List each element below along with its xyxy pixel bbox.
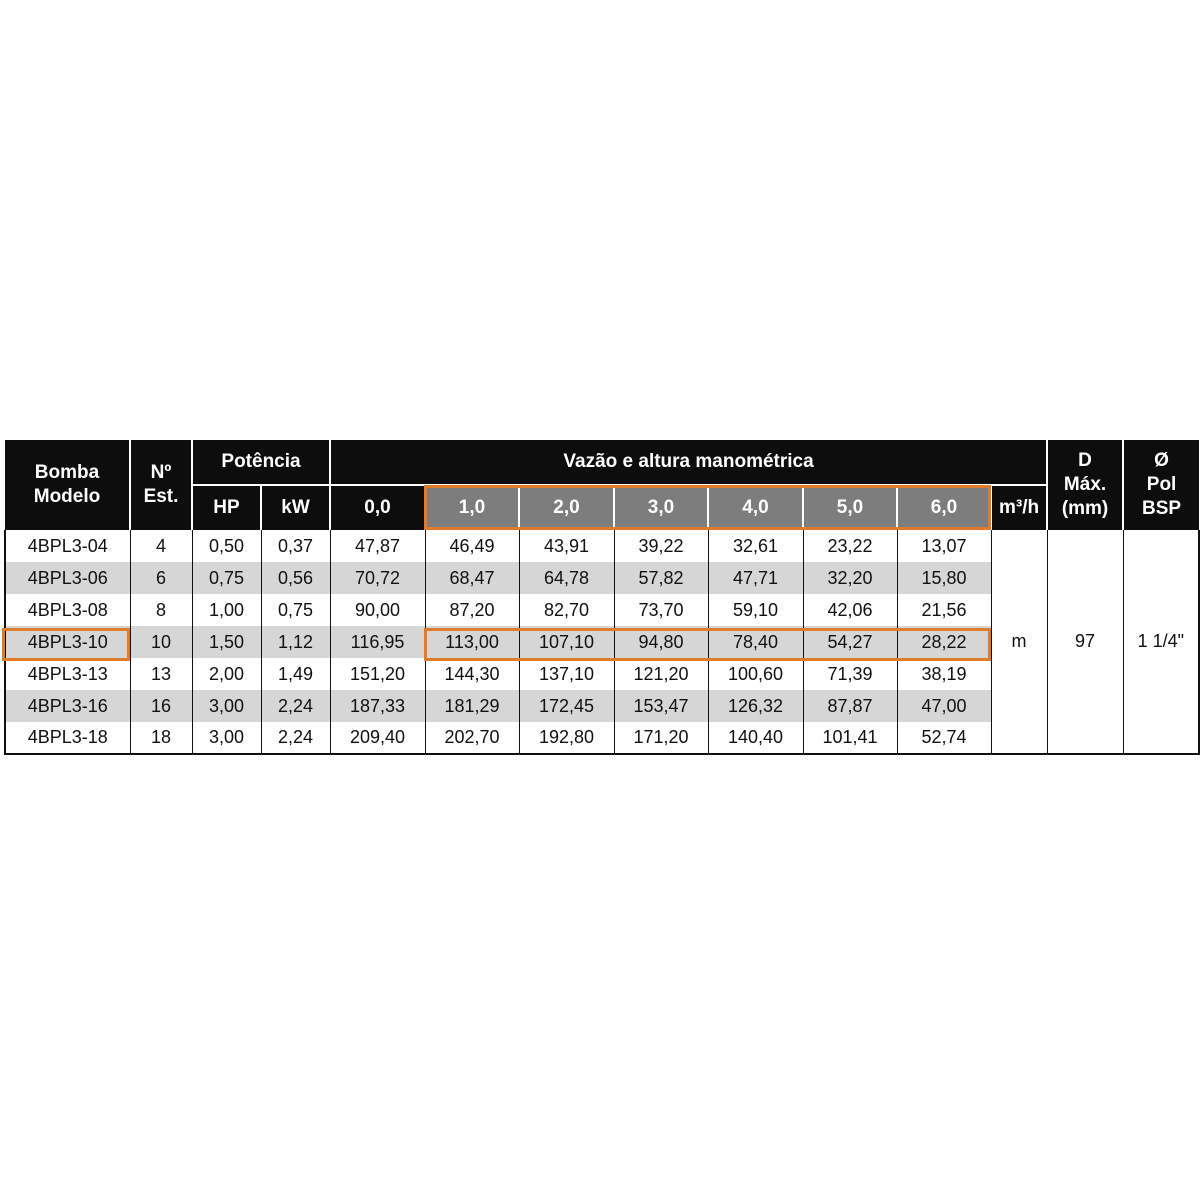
hp-cell: 0,50: [192, 530, 261, 562]
head-cell-4: 100,60: [708, 658, 803, 690]
kw-cell: 2,24: [261, 690, 330, 722]
header-d-max-label: D Máx. (mm): [1061, 450, 1109, 519]
table-body: [5, 530, 1199, 754]
head-cell-6: 21,56: [897, 594, 991, 626]
head-cell-1: 87,20: [425, 594, 519, 626]
header-bomba-label: Bomba Modelo: [33, 462, 101, 507]
header-flow-2: 2,0: [519, 485, 614, 530]
header-flow-0: 0,0: [330, 485, 425, 530]
head-cell-4: 140,40: [708, 722, 803, 754]
stages-cell: 18: [130, 722, 192, 754]
head-cell-2: 192,80: [519, 722, 614, 754]
head-cell-6: 13,07: [897, 530, 991, 562]
kw-cell: 0,37: [261, 530, 330, 562]
head-cell-6: 52,74: [897, 722, 991, 754]
header-flow-6: 6,0: [897, 485, 991, 530]
model-cell: 4BPL3-10: [5, 626, 130, 658]
head-cell-3: 39,22: [614, 530, 708, 562]
stages-cell: 10: [130, 626, 192, 658]
hp-cell: 3,00: [192, 690, 261, 722]
table-row: [5, 530, 1199, 562]
pump-performance-table: [4, 440, 1200, 755]
head-cell-3: 94,80: [614, 626, 708, 658]
head-cell-3: 57,82: [614, 562, 708, 594]
model-cell: 4BPL3-06: [5, 562, 130, 594]
header-kw: kW: [261, 485, 330, 530]
kw-cell: 2,24: [261, 722, 330, 754]
head-cell-5: 23,22: [803, 530, 897, 562]
model-cell: 4BPL3-16: [5, 690, 130, 722]
head-cell-6: 47,00: [897, 690, 991, 722]
header-potencia: Potência: [192, 440, 330, 485]
head-cell-3: 171,20: [614, 722, 708, 754]
header-flow-4: 4,0: [708, 485, 803, 530]
head-cell-5: 32,20: [803, 562, 897, 594]
header-flow-3: 3,0: [614, 485, 708, 530]
header-flow-1: 1,0: [425, 485, 519, 530]
head-cell-4: 78,40: [708, 626, 803, 658]
stages-cell: 16: [130, 690, 192, 722]
head-cell-4: 32,61: [708, 530, 803, 562]
hp-cell: 2,00: [192, 658, 261, 690]
head-cell-6: 38,19: [897, 658, 991, 690]
head-cell-1: 144,30: [425, 658, 519, 690]
head-cell-2: 64,78: [519, 562, 614, 594]
head-cell-6: 28,22: [897, 626, 991, 658]
header-d-max: [1047, 440, 1123, 530]
head-cell-5: 101,41: [803, 722, 897, 754]
head-cell-0: 187,33: [330, 690, 425, 722]
model-cell: 4BPL3-04: [5, 530, 130, 562]
stages-cell: 6: [130, 562, 192, 594]
head-cell-0: 209,40: [330, 722, 425, 754]
head-cell-0: 116,95: [330, 626, 425, 658]
header-pol-bsp-label: Ø Pol BSP: [1142, 450, 1182, 519]
head-cell-5: 42,06: [803, 594, 897, 626]
kw-cell: 1,49: [261, 658, 330, 690]
head-cell-3: 153,47: [614, 690, 708, 722]
kw-cell: 0,56: [261, 562, 330, 594]
header-flow-5: 5,0: [803, 485, 897, 530]
stages-cell: 8: [130, 594, 192, 626]
head-cell-2: 82,70: [519, 594, 614, 626]
head-cell-0: 70,72: [330, 562, 425, 594]
head-cell-1: 202,70: [425, 722, 519, 754]
head-cell-4: 126,32: [708, 690, 803, 722]
header-bomba-modelo: [5, 440, 130, 530]
stages-cell: 13: [130, 658, 192, 690]
head-cell-6: 15,80: [897, 562, 991, 594]
head-cell-2: 107,10: [519, 626, 614, 658]
pol-bsp-cell: 1 1/4": [1123, 530, 1199, 754]
head-cell-1: 68,47: [425, 562, 519, 594]
head-cell-0: 90,00: [330, 594, 425, 626]
head-cell-1: 181,29: [425, 690, 519, 722]
head-cell-2: 137,10: [519, 658, 614, 690]
head-cell-0: 151,20: [330, 658, 425, 690]
head-cell-2: 172,45: [519, 690, 614, 722]
header-n-est-label: Nº Est.: [143, 462, 179, 507]
hp-cell: 1,00: [192, 594, 261, 626]
kw-cell: 0,75: [261, 594, 330, 626]
head-cell-5: 87,87: [803, 690, 897, 722]
stages-cell: 4: [130, 530, 192, 562]
head-cell-2: 43,91: [519, 530, 614, 562]
head-cell-3: 121,20: [614, 658, 708, 690]
head-cell-4: 47,71: [708, 562, 803, 594]
hp-cell: 0,75: [192, 562, 261, 594]
head-cell-0: 47,87: [330, 530, 425, 562]
kw-cell: 1,12: [261, 626, 330, 658]
head-cell-4: 59,10: [708, 594, 803, 626]
model-cell: 4BPL3-13: [5, 658, 130, 690]
head-cell-5: 71,39: [803, 658, 897, 690]
header-n-est: [130, 440, 192, 530]
header-flow-unit: m³/h: [991, 485, 1047, 530]
head-cell-1: 46,49: [425, 530, 519, 562]
head-unit-cell: m: [991, 530, 1047, 754]
header-pol-bsp: [1123, 440, 1199, 530]
head-cell-3: 73,70: [614, 594, 708, 626]
header-hp: HP: [192, 485, 261, 530]
header-vazao: Vazão e altura manométrica: [330, 440, 1047, 485]
model-cell: 4BPL3-08: [5, 594, 130, 626]
hp-cell: 3,00: [192, 722, 261, 754]
head-cell-5: 54,27: [803, 626, 897, 658]
hp-cell: 1,50: [192, 626, 261, 658]
model-cell: 4BPL3-18: [5, 722, 130, 754]
d-max-cell: 97: [1047, 530, 1123, 754]
head-cell-1: 113,00: [425, 626, 519, 658]
